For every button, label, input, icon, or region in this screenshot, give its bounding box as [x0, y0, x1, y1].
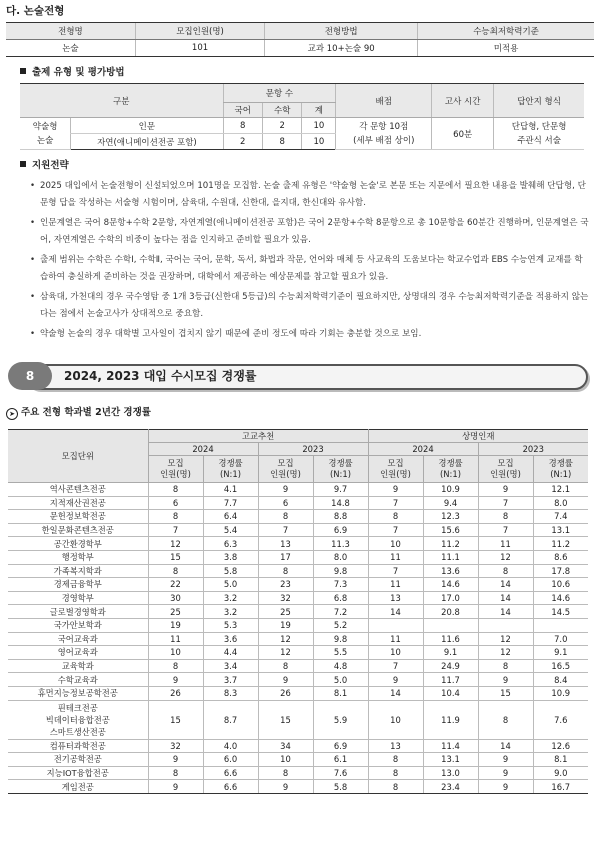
cell-quota: 8 [478, 659, 533, 673]
unit-name: 국가안보학과 [8, 618, 148, 632]
cell-quota: 8 [148, 510, 203, 524]
cell-rate: 5.9 [313, 700, 368, 739]
cell-quota: 12 [148, 537, 203, 551]
cell-quota: 7 [148, 523, 203, 537]
exam-type-label: 약술형 논술 [20, 118, 71, 150]
cell-quota: 8 [258, 564, 313, 578]
strategy-heading [20, 157, 69, 171]
cell-rate: 11.7 [423, 673, 478, 687]
unit-name: 게임전공 [8, 780, 148, 794]
unit-name: 행정학부 [8, 550, 148, 564]
cell-quota: 19 [258, 618, 313, 632]
table-row [8, 578, 588, 592]
cell-rate: 5.3 [203, 618, 258, 632]
header-rate: 경쟁률 (N:1) [533, 456, 588, 483]
cell-rate: 11.3 [313, 537, 368, 551]
cell-rate: 7.0 [533, 632, 588, 646]
cell-rate: 5.8 [203, 564, 258, 578]
cell-quota: 7 [368, 659, 423, 673]
cell-quota: 8 [478, 510, 533, 524]
cell-quota: 12 [478, 646, 533, 660]
cell-rate: 11.4 [423, 739, 478, 753]
section-number-badge: 8 [8, 362, 52, 390]
unit-name: 교육학과 [8, 659, 148, 673]
cell-quota: 8 [148, 659, 203, 673]
unit-name: 문헌정보학전공 [8, 510, 148, 524]
cell-quota: 9 [368, 673, 423, 687]
cell-rate: 11.1 [423, 550, 478, 564]
cell-quota: 11 [368, 632, 423, 646]
cell-quota: 17 [258, 550, 313, 564]
header-korean: 국어 [223, 103, 262, 118]
cell-quota: 9 [478, 673, 533, 687]
cell-quota: 8 [148, 766, 203, 780]
cell-rate: 23.4 [423, 780, 478, 794]
cell-rate: 9.8 [313, 632, 368, 646]
cell-quota: 8 [148, 564, 203, 578]
header-quota: 모집 인원(명) [148, 456, 203, 483]
strategy-item: • 출제 범위는 수학은 수학Ⅰ, 수학Ⅱ, 국어는 국어, 문학, 독서, 화법과 작문, 언어와 매체 등 사교육의 도움보다는 학교수업과 EBS 수능연계 교재를 학습하여 충실하게 준비하는 것을 권장하며, 대학에서 제공하는 예상문제를 참고할 필요가 있음. [28, 252, 590, 285]
cell-quota: 10 [148, 646, 203, 660]
header-question-count: 문항 수 [223, 84, 336, 103]
cell-quota: 8 [368, 510, 423, 524]
strategy-list [28, 178, 590, 347]
table-row [8, 766, 588, 780]
cell-quota: 8 [368, 780, 423, 794]
section-banner [8, 362, 588, 390]
cell-rate: 14.5 [533, 605, 588, 619]
cell-rate: 7.6 [313, 766, 368, 780]
cell-quota: 9 [258, 673, 313, 687]
table-row [8, 591, 588, 605]
cell-rate: 4.4 [203, 646, 258, 660]
cell-rate: 13.1 [423, 753, 478, 767]
cell-rate: 7.7 [203, 496, 258, 510]
header-year: 2024 [368, 443, 478, 456]
unit-name: 경영학부 [8, 591, 148, 605]
cell-rate: 4.1 [203, 483, 258, 497]
cell-rate: 5.8 [313, 780, 368, 794]
cell-quota: 8 [368, 753, 423, 767]
cell-rate: 10.9 [533, 686, 588, 700]
strategy-heading-text: 지원전략 [32, 160, 69, 171]
cell-rate: 8.6 [533, 550, 588, 564]
cell-rate: 17.8 [533, 564, 588, 578]
cell-rate: 12.3 [423, 510, 478, 524]
unit-name: 한일문화콘텐츠전공 [8, 523, 148, 537]
cell-quota: 11 [368, 550, 423, 564]
cell-quota: 8 [478, 700, 533, 739]
table-row [8, 483, 588, 497]
competition-table [8, 429, 588, 794]
unit-name: 지능IOT융합전공 [8, 766, 148, 780]
cell-rate: 8.7 [203, 700, 258, 739]
cell-quota: 26 [258, 686, 313, 700]
cell-quota: 10 [368, 700, 423, 739]
cell-rate: 3.8 [203, 550, 258, 564]
unit-name: 역사콘텐츠전공 [8, 483, 148, 497]
cell-rate: 17.0 [423, 591, 478, 605]
table-row [8, 632, 588, 646]
header-min-score: 수능최저학력기준 [418, 23, 594, 40]
cell-rate: 11.2 [533, 537, 588, 551]
cell-rate: 9.8 [313, 564, 368, 578]
cell-rate: 12.6 [533, 739, 588, 753]
arrow-circle-icon: ➤ [6, 408, 18, 420]
cell-rate: 6.6 [203, 766, 258, 780]
cell-rate: 8.8 [313, 510, 368, 524]
cell-rate: 6.1 [313, 753, 368, 767]
cell-quota: 14 [478, 578, 533, 592]
table-row [8, 605, 588, 619]
table-row [8, 618, 588, 632]
unit-name: 컴퓨터과학전공 [8, 739, 148, 753]
cell-korean: 8 [223, 118, 262, 134]
cell-rate: 8.1 [313, 686, 368, 700]
cell-quota: 7 [478, 523, 533, 537]
cell-rate: 14.6 [423, 578, 478, 592]
cell-rate: 9.1 [423, 646, 478, 660]
header-quota: 모집인원(명) [135, 23, 264, 40]
competition-heading [6, 404, 151, 420]
cell-quota: 7 [478, 496, 533, 510]
cell-quota: 13 [368, 739, 423, 753]
cell-quota: 14 [368, 686, 423, 700]
table-row [8, 537, 588, 551]
cell-rate: 14.8 [313, 496, 368, 510]
cell-rate: 9.4 [423, 496, 478, 510]
cell-quota: 7 [368, 564, 423, 578]
cell-rate: 3.2 [203, 591, 258, 605]
header-year: 2023 [258, 443, 368, 456]
cell-rate: 9.7 [313, 483, 368, 497]
cell-rate: 5.0 [203, 578, 258, 592]
cell-rate: 3.2 [203, 605, 258, 619]
unit-name: 경제금융학부 [8, 578, 148, 592]
cell-korean: 2 [223, 134, 262, 150]
cell-rate: 10.4 [423, 686, 478, 700]
cell-rate: 6.6 [203, 780, 258, 794]
cell-rate: 24.9 [423, 659, 478, 673]
header-time: 고사 시간 [432, 84, 494, 118]
cell-total: 10 [302, 134, 336, 150]
cell-quota: 9 [258, 483, 313, 497]
cell-quota: 7 [258, 523, 313, 537]
track-humanities: 인문 [71, 118, 223, 134]
cell-rate: 11.9 [423, 700, 478, 739]
cell-quota: 8 [368, 766, 423, 780]
cell-quota: 7 [368, 523, 423, 537]
cell-math: 8 [263, 134, 302, 150]
cell-rate: 12.1 [533, 483, 588, 497]
cell-quota: 25 [258, 605, 313, 619]
track-natural: 자연(애니메이션전공 포함) [71, 134, 223, 150]
cell-type: 논술 [6, 40, 135, 57]
cell-quota: 8 [148, 483, 203, 497]
cell-quota: 6 [258, 496, 313, 510]
cell-rate: 6.3 [203, 537, 258, 551]
unit-name: 공간환경학부 [8, 537, 148, 551]
cell-quota: 10 [368, 646, 423, 660]
cell-rate: 6.0 [203, 753, 258, 767]
cell-quota: 12 [258, 632, 313, 646]
table-row [8, 564, 588, 578]
cell-min-score: 미적용 [418, 40, 594, 57]
cell-quota: 25 [148, 605, 203, 619]
unit-name: 휴먼지능정보공학전공 [8, 686, 148, 700]
header-year: 2024 [148, 443, 258, 456]
header-total: 계 [302, 103, 336, 118]
cell-quota: 9 [368, 483, 423, 497]
exam-heading-text: 출제 유형 및 평가방법 [32, 67, 125, 78]
cell-quota: 19 [148, 618, 203, 632]
square-bullet-icon [20, 68, 26, 74]
header-math: 수학 [263, 103, 302, 118]
cell-quota: 8 [258, 659, 313, 673]
cell-rate: 7.2 [313, 605, 368, 619]
table-row [8, 510, 588, 524]
cell-rate: 8.1 [533, 753, 588, 767]
cell-rate: 4.0 [203, 739, 258, 753]
cell-quota: 11 [368, 578, 423, 592]
cell-quota: 23 [258, 578, 313, 592]
cell-rate: 4.8 [313, 659, 368, 673]
header-rate: 경쟁률 (N:1) [313, 456, 368, 483]
header-quota: 모집 인원(명) [258, 456, 313, 483]
cell-rate: 6.8 [313, 591, 368, 605]
table-row [8, 646, 588, 660]
competition-heading-text: 주요 전형 학과별 2년간 경쟁률 [21, 407, 151, 418]
strategy-item: • 2025 대입에서 논술전형이 신설되었으며 101명을 모집함. 논술 출제 유형은 '약술형 논술'로 본문 또는 지문에서 필요한 내용을 발췌해 단답형, 단문형 답을 작성하는 서술형 시험이며, 삼육대, 수원대, 신한대, 을지대, 한신대와 유사함. [28, 178, 590, 211]
cell-rate: 8.0 [313, 550, 368, 564]
header-format: 답안지 형식 [494, 84, 584, 118]
unit-name: 영어교육과 [8, 646, 148, 660]
cell-quota: 14 [368, 605, 423, 619]
header-quota: 모집 인원(명) [368, 456, 423, 483]
cell-rate [423, 618, 478, 632]
cell-quota: 13 [258, 537, 313, 551]
cell-quota: 9 [478, 780, 533, 794]
cell-rate: 3.4 [203, 659, 258, 673]
cell-quota: 14 [478, 739, 533, 753]
cell-rate: 10.9 [423, 483, 478, 497]
header-rate: 경쟁률 (N:1) [203, 456, 258, 483]
cell-method: 교과 10+논술 90 [265, 40, 418, 57]
cell-rate: 8.4 [533, 673, 588, 687]
cell-rate: 9.1 [533, 646, 588, 660]
cell-quota: 34 [258, 739, 313, 753]
cell-rate: 3.6 [203, 632, 258, 646]
cell-quota: 15 [148, 550, 203, 564]
cell-quota: 9 [148, 753, 203, 767]
cell-quota: 30 [148, 591, 203, 605]
table-row [8, 686, 588, 700]
cell-quota: 12 [478, 550, 533, 564]
header-method: 전형방법 [265, 23, 418, 40]
header-type: 전형명 [6, 23, 135, 40]
header-points: 배점 [336, 84, 432, 118]
strategy-item: • 약술형 논술의 경우 대학별 고사일이 겹치지 않기 때문에 준비 정도에 따라 기회는 충분할 것으로 보임. [28, 326, 590, 343]
table-row [8, 550, 588, 564]
cell-rate: 16.7 [533, 780, 588, 794]
cell-rate: 13.0 [423, 766, 478, 780]
cell-quota: 11 [148, 632, 203, 646]
header-year: 2023 [478, 443, 588, 456]
cell-rate [533, 618, 588, 632]
cell-quota: 12 [478, 632, 533, 646]
table-row [8, 700, 588, 739]
unit-name: 가족복지학과 [8, 564, 148, 578]
exam-heading [20, 64, 125, 78]
cell-total: 10 [302, 118, 336, 134]
cell-rate: 3.7 [203, 673, 258, 687]
cell-rate: 6.4 [203, 510, 258, 524]
cell-rate: 10.6 [533, 578, 588, 592]
section-banner-title: 2024, 2023 대입 수시모집 경쟁률 [64, 369, 257, 383]
cell-rate: 5.5 [313, 646, 368, 660]
cell-rate: 15.6 [423, 523, 478, 537]
cell-quota: 11 [478, 537, 533, 551]
cell-quota: 6 [148, 496, 203, 510]
cell-quota: 15 [148, 700, 203, 739]
header-quota: 모집 인원(명) [478, 456, 533, 483]
admission-summary-table [6, 22, 594, 57]
table-row [8, 673, 588, 687]
cell-quota: 9 [148, 780, 203, 794]
cell-rate: 7.4 [533, 510, 588, 524]
cell-rate: 13.1 [533, 523, 588, 537]
header-category: 구분 [20, 84, 223, 118]
cell-quota: 22 [148, 578, 203, 592]
strategy-item: • 인문계열은 국어 8문항+수학 2문항, 자연계열(애니메이션전공 포함)은 국어 2문항+수학 8문항으로 총 10문항을 60분간 진행하며, 인문계열은 국어, 자연계열은 수학의 비중이 높다는 점을 인지하고 준비할 필요가 있음. [28, 215, 590, 248]
cell-quota: 12 [258, 646, 313, 660]
cell-rate: 5.2 [313, 618, 368, 632]
unit-name: 전기공학전공 [8, 753, 148, 767]
cell-quota: 7 [368, 496, 423, 510]
header-unit: 모집단위 [8, 430, 148, 483]
cell-quota: 9 [478, 753, 533, 767]
cell-rate: 7.6 [533, 700, 588, 739]
table-row [8, 753, 588, 767]
cell-rate: 6.9 [313, 739, 368, 753]
unit-name: 국어교육과 [8, 632, 148, 646]
cell-quota: 14 [478, 605, 533, 619]
strategy-item: • 삼육대, 가천대의 경우 국수영탐 중 1개 3등급(신한대 5등급)의 수능최저학력기준이 필요하지만, 상명대의 경우 수능최저학력기준을 적용하지 않는다는 점에서 논술고사가 상대적으로 중요함. [28, 289, 590, 322]
unit-name: 지적재산권전공 [8, 496, 148, 510]
cell-quota: 32 [258, 591, 313, 605]
cell-quota [478, 618, 533, 632]
competition-table-body [8, 483, 588, 794]
cell-format: 단답형, 단문형 주관식 서술 [494, 118, 584, 150]
cell-rate: 9.0 [533, 766, 588, 780]
table-row [8, 659, 588, 673]
exam-format-table [20, 83, 584, 150]
header-group-school-recommend: 고교추천 [148, 430, 368, 443]
cell-quota: 13 [368, 591, 423, 605]
cell-rate: 5.0 [313, 673, 368, 687]
cell-points: 각 문항 10점 (세부 배점 상이) [336, 118, 432, 150]
cell-quota [368, 618, 423, 632]
cell-time: 60분 [432, 118, 494, 150]
cell-quota: 9 [258, 780, 313, 794]
cell-quota: 14 [478, 591, 533, 605]
cell-quota: 8 [258, 766, 313, 780]
header-rate: 경쟁률 (N:1) [423, 456, 478, 483]
table-row [8, 780, 588, 794]
cell-quota: 32 [148, 739, 203, 753]
cell-rate: 11.6 [423, 632, 478, 646]
cell-quota: 101 [135, 40, 264, 57]
cell-rate: 14.6 [533, 591, 588, 605]
table-row [8, 739, 588, 753]
cell-quota: 9 [478, 766, 533, 780]
cell-quota: 10 [368, 537, 423, 551]
cell-quota: 15 [478, 686, 533, 700]
cell-rate: 6.9 [313, 523, 368, 537]
cell-rate: 5.4 [203, 523, 258, 537]
cell-rate: 8.3 [203, 686, 258, 700]
cell-quota: 8 [478, 564, 533, 578]
cell-rate: 11.2 [423, 537, 478, 551]
cell-math: 2 [263, 118, 302, 134]
unit-name: 글로벌경영학과 [8, 605, 148, 619]
cell-quota: 9 [478, 483, 533, 497]
header-group-talent: 상명인재 [368, 430, 588, 443]
cell-rate: 20.8 [423, 605, 478, 619]
section-title: 다. 논술전형 [6, 5, 65, 17]
cell-quota: 15 [258, 700, 313, 739]
cell-quota: 9 [148, 673, 203, 687]
unit-name: 수학교육과 [8, 673, 148, 687]
cell-rate: 13.6 [423, 564, 478, 578]
table-row [8, 523, 588, 537]
square-bullet-icon [20, 161, 26, 167]
unit-name: 핀테크전공 빅데이터융합전공 스마트생산전공 [8, 700, 148, 739]
cell-rate: 8.0 [533, 496, 588, 510]
cell-quota: 8 [258, 510, 313, 524]
table-row [8, 496, 588, 510]
cell-quota: 10 [258, 753, 313, 767]
cell-rate: 16.5 [533, 659, 588, 673]
cell-rate: 7.3 [313, 578, 368, 592]
cell-quota: 26 [148, 686, 203, 700]
